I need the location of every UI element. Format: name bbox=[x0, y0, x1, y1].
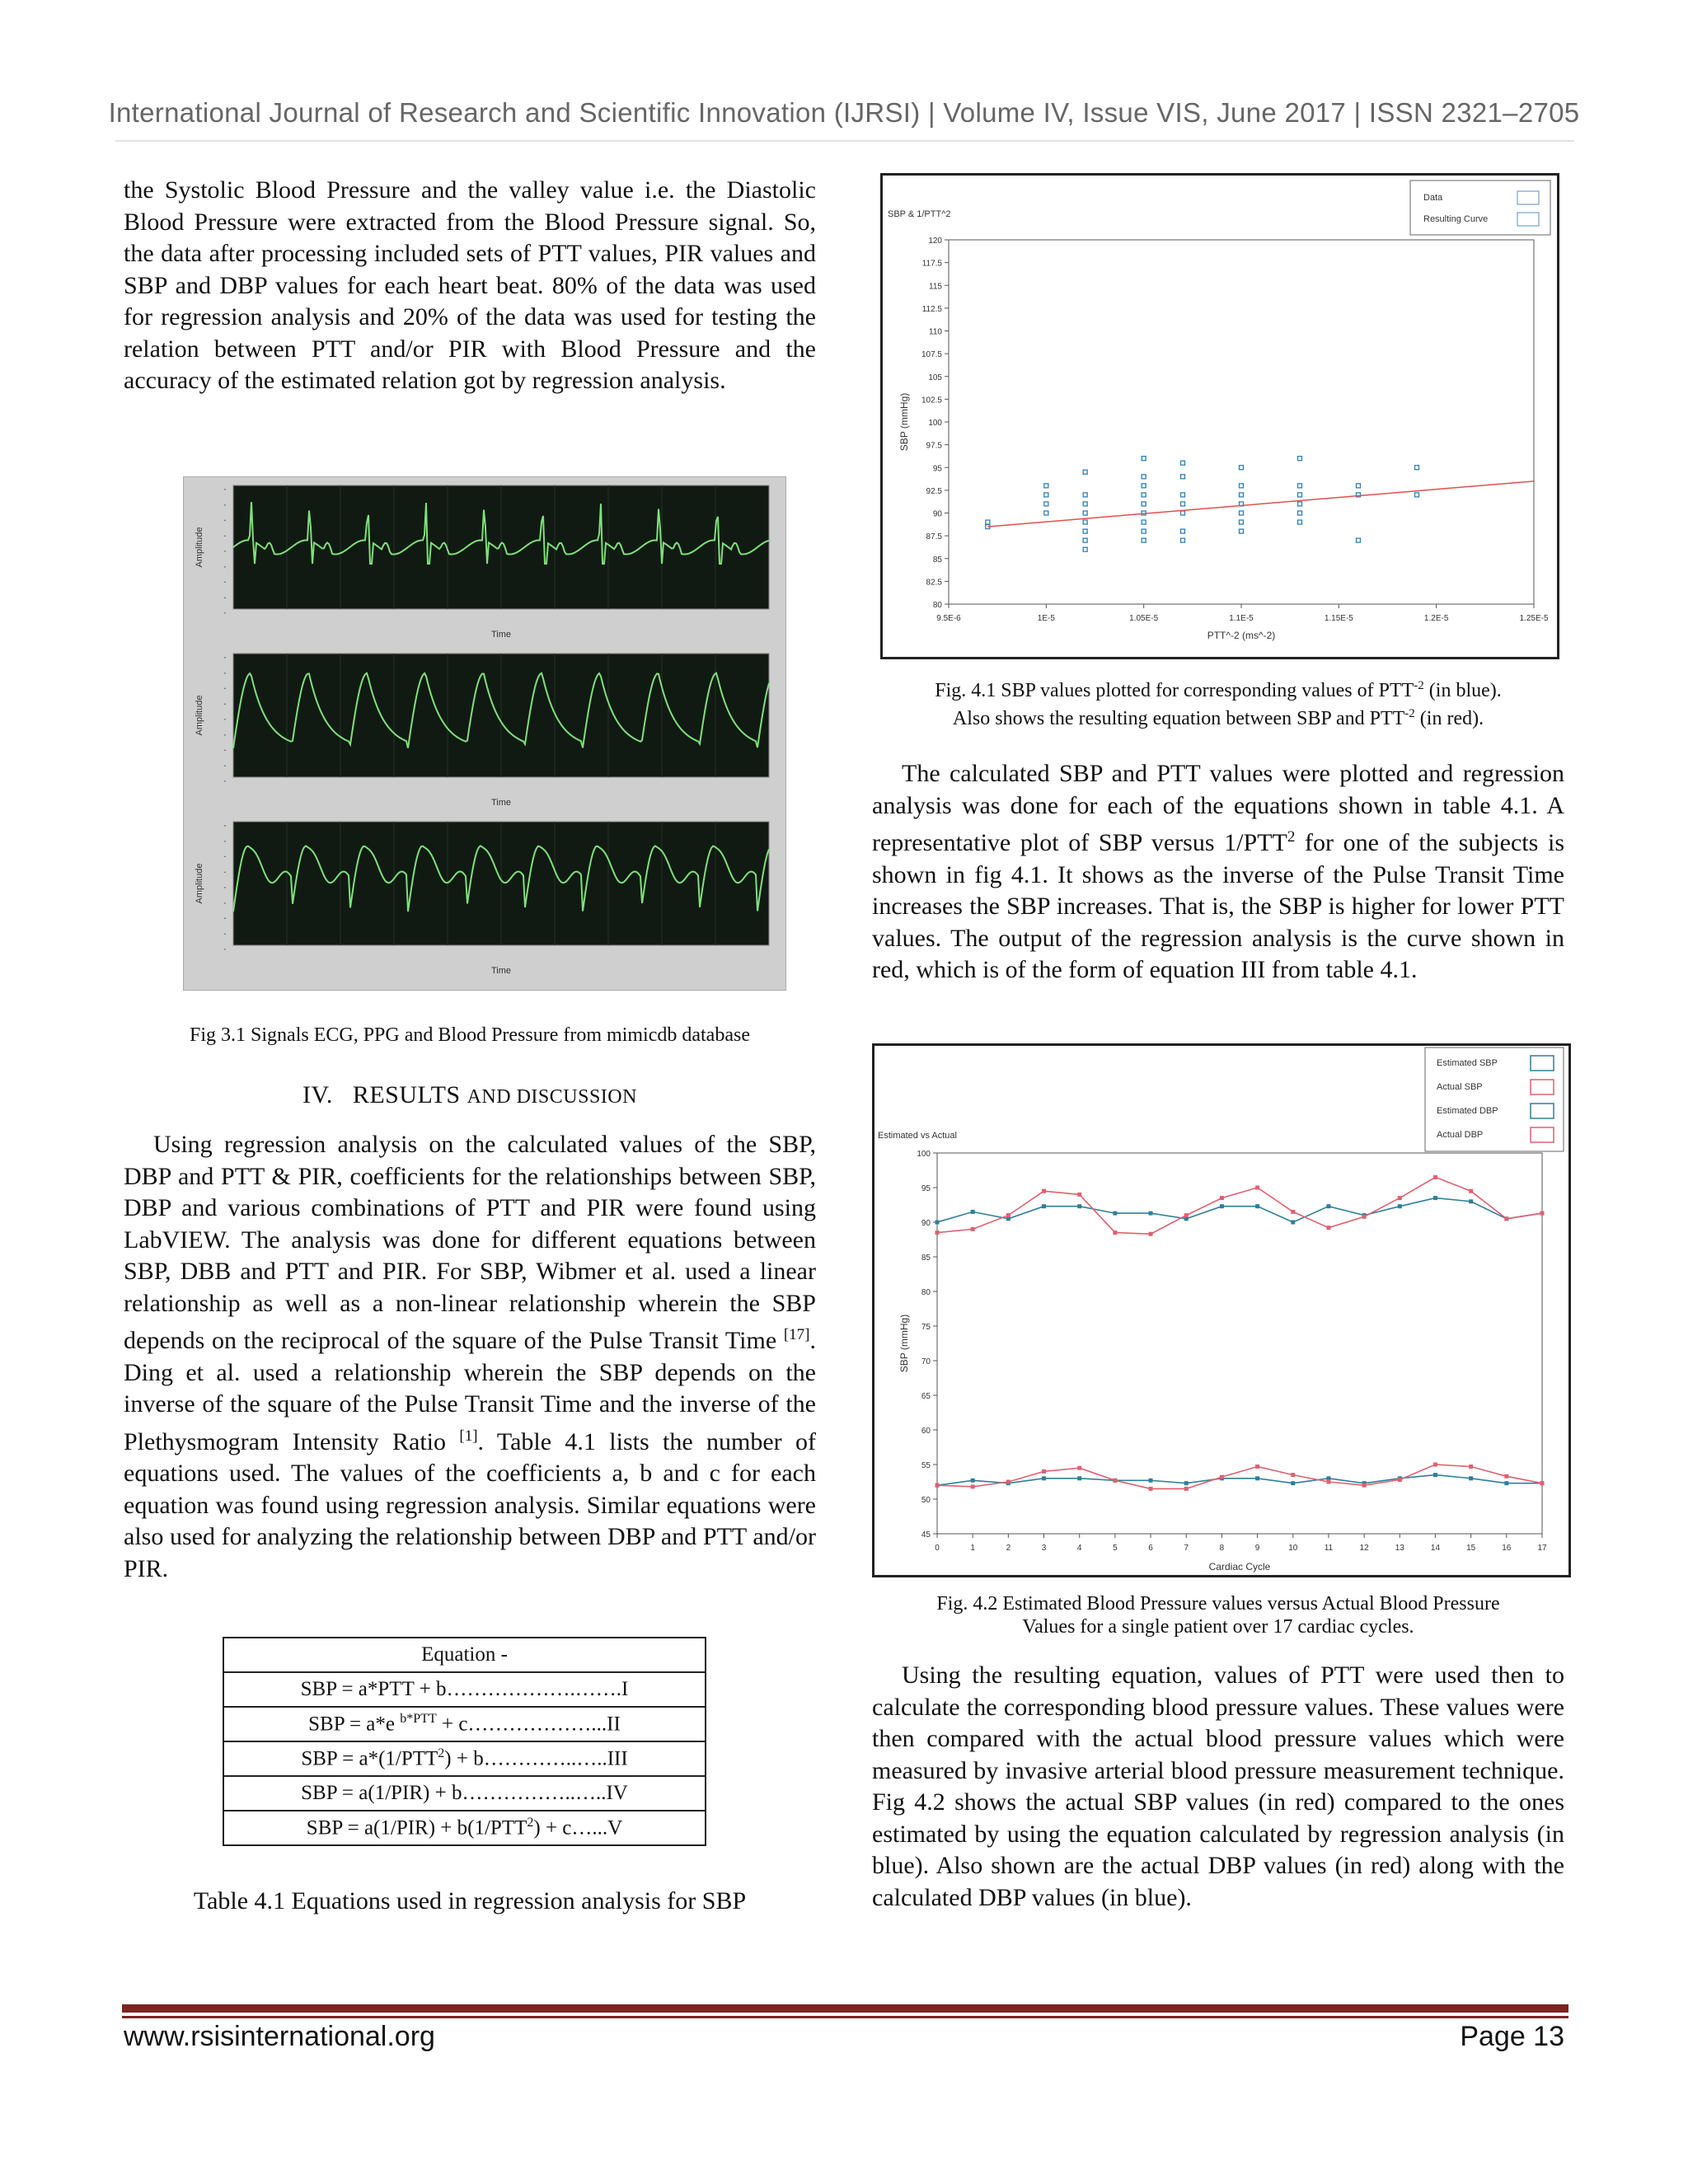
panel-ylabel: Amplitude bbox=[195, 863, 204, 904]
y-tick-label: 100 bbox=[917, 1150, 931, 1159]
x-tick-label: 4 bbox=[1076, 1544, 1082, 1553]
legend-swatch-3 bbox=[1531, 1104, 1554, 1118]
y-tick-label: 70 bbox=[921, 1357, 931, 1366]
panel-ytick: · bbox=[223, 743, 227, 756]
y-tick-label: 75 bbox=[921, 1323, 931, 1332]
x-axis-label: Cardiac Cycle bbox=[1208, 1561, 1271, 1572]
legend-swatch-2 bbox=[1517, 213, 1539, 226]
legend-label-4: Actual DBP bbox=[1437, 1130, 1484, 1140]
series-point bbox=[1042, 1476, 1046, 1480]
x-tick-label: 1.05E-5 bbox=[1129, 614, 1159, 623]
series-point bbox=[1006, 1213, 1010, 1217]
x-tick-label: 1.15E-5 bbox=[1324, 614, 1353, 623]
panel-ytick: · bbox=[223, 697, 227, 710]
series-point bbox=[1184, 1487, 1189, 1491]
series-point bbox=[1291, 1210, 1295, 1214]
series-point bbox=[1398, 1204, 1402, 1208]
series-point bbox=[1042, 1204, 1046, 1208]
x-tick-label: 8 bbox=[1219, 1544, 1225, 1553]
table-row bbox=[223, 1776, 706, 1811]
chart-title: SBP & 1/PTT^2 bbox=[888, 209, 951, 219]
x-tick-label: 1E-5 bbox=[1037, 614, 1055, 623]
x-tick-label: 13 bbox=[1395, 1544, 1404, 1553]
footer-page-number: Page 13 bbox=[1460, 2021, 1564, 2052]
x-tick-label: 7 bbox=[1184, 1544, 1189, 1553]
y-tick-label: 100 bbox=[928, 419, 942, 428]
panel-ytick: · bbox=[223, 591, 227, 603]
x-tick-label: 1.1E-5 bbox=[1229, 614, 1254, 623]
x-tick-label: 11 bbox=[1324, 1544, 1334, 1553]
panel-ytick: · bbox=[223, 850, 227, 862]
legend-swatch-1 bbox=[1531, 1056, 1554, 1071]
y-tick-label: 55 bbox=[921, 1461, 931, 1470]
y-tick-label: 82.5 bbox=[926, 578, 942, 588]
series-point bbox=[1504, 1481, 1508, 1485]
series-point bbox=[1469, 1199, 1473, 1203]
figure-4-1-chart bbox=[883, 176, 1557, 657]
x-tick-label: 14 bbox=[1430, 1544, 1441, 1553]
series-point bbox=[1540, 1212, 1545, 1216]
series-point bbox=[1184, 1213, 1189, 1217]
x-axis-label: PTT^-2 (ms^-2) bbox=[1207, 630, 1276, 641]
y-tick-label: 97.5 bbox=[926, 441, 942, 451]
panel-ytick: · bbox=[223, 943, 227, 954]
legend-label-2: Actual SBP bbox=[1437, 1082, 1483, 1092]
series-point bbox=[1362, 1215, 1367, 1219]
x-tick-label: 5 bbox=[1113, 1544, 1118, 1553]
legend-swatch-2 bbox=[1531, 1080, 1554, 1094]
series-point bbox=[1504, 1474, 1508, 1479]
table-row bbox=[223, 1672, 706, 1707]
series-point bbox=[1077, 1476, 1081, 1480]
series-point bbox=[1433, 1175, 1437, 1179]
paragraph-2-part-a: Using regression analysis on the calculated values of the SBP, DBP and PTT & PIR, coefficients for the relationships between SBP, DBP and various combinations of PTT and PIR were found using LabVIEW. The analysis was done for different equations between SBP, DBB and PTT and PIR. For SBP, Wibmer et al. used a linear relationship as well as a non-linear relationship wherein the SBP depends on the reciprocal of the square of the Pulse Transit Time bbox=[124, 1131, 816, 1354]
section-number: IV. bbox=[302, 1081, 333, 1108]
series-point bbox=[1113, 1230, 1117, 1235]
table-header: Equation - bbox=[223, 1638, 706, 1672]
series-point bbox=[1469, 1476, 1473, 1480]
y-tick-label: 95 bbox=[921, 1184, 931, 1193]
equation-5-part-b: ) + c…...V bbox=[533, 1816, 623, 1840]
series-point bbox=[1220, 1204, 1224, 1208]
figure-3-1 bbox=[183, 476, 786, 991]
x-tick-label: 1.2E-5 bbox=[1423, 614, 1449, 623]
series-point bbox=[1042, 1189, 1046, 1193]
series-point bbox=[1077, 1204, 1081, 1208]
fig41-caption-sup2: -2 bbox=[1404, 707, 1415, 720]
chart-title: Estimated vs Actual bbox=[878, 1131, 957, 1141]
series-point bbox=[1042, 1469, 1046, 1474]
x-tick-label: 17 bbox=[1537, 1544, 1547, 1553]
equation-3-part-a: SBP = a*(1/PTT bbox=[301, 1747, 438, 1770]
section-title-main: RESULTS bbox=[352, 1081, 461, 1108]
panel-ytick: · bbox=[223, 912, 227, 924]
y-tick-label: 117.5 bbox=[921, 259, 942, 269]
series-point bbox=[1149, 1487, 1153, 1491]
section-heading bbox=[124, 1081, 816, 1109]
equation-3-superscript: 2 bbox=[438, 1746, 445, 1761]
series-point bbox=[1255, 1465, 1259, 1469]
figure-3-1-caption: Fig 3.1 Signals ECG, PPG and Blood Pressure from mimicdb database bbox=[190, 1024, 750, 1046]
series-point bbox=[1504, 1216, 1508, 1221]
y-tick-label: 45 bbox=[921, 1530, 931, 1540]
series-point bbox=[1149, 1232, 1153, 1236]
equation-4: SBP = a(1/PIR) + b……………..…..IV bbox=[301, 1782, 628, 1804]
y-tick-label: 85 bbox=[932, 555, 942, 565]
paragraph-3 bbox=[872, 758, 1564, 987]
figure-3-1-plot bbox=[184, 477, 785, 990]
x-tick-label: 0 bbox=[935, 1544, 940, 1553]
series-point bbox=[1220, 1196, 1224, 1200]
series-point bbox=[1291, 1221, 1295, 1225]
series-point bbox=[1149, 1479, 1153, 1483]
panel-xlabel: Time bbox=[490, 630, 512, 640]
x-tick-label: 1 bbox=[970, 1544, 975, 1553]
plot-area bbox=[949, 240, 1534, 604]
series-point bbox=[1291, 1481, 1295, 1485]
section-title-rest: AND DISCUSSION bbox=[467, 1086, 637, 1108]
legend-label-2: Resulting Curve bbox=[1423, 214, 1489, 224]
series-point bbox=[1255, 1476, 1259, 1480]
panel-ytick: · bbox=[223, 713, 227, 724]
panel-ytick: · bbox=[223, 834, 227, 846]
y-tick-label: 80 bbox=[932, 601, 942, 610]
paragraph-1: the Systolic Blood Pressure and the valley value i.e. the Diastolic Blood Pressure were extracted from the Blood Pressure signal. So, the data after processing included sets of PTT values, PIR values and SBP and DBP values for each heart beat. 80% of the data was used for regression analysis and 20% of the data was used for testing the relation between PTT and/or PIR with Blood Pressure and the accuracy of the estimated relation got by regression analysis. bbox=[124, 176, 816, 394]
panel-ytick: · bbox=[223, 896, 227, 908]
panel-ytick: · bbox=[223, 865, 227, 878]
figure-4-2-caption bbox=[872, 1592, 1564, 1638]
footer-url[interactable]: www.rsisinternational.org bbox=[124, 2021, 435, 2052]
series-point bbox=[1433, 1473, 1437, 1477]
legend-swatch-4 bbox=[1531, 1127, 1554, 1142]
series-point bbox=[1113, 1479, 1117, 1483]
y-tick-label: 92.5 bbox=[926, 486, 942, 496]
x-tick-label: 6 bbox=[1148, 1544, 1153, 1553]
equation-5-superscript: 2 bbox=[527, 1816, 534, 1830]
y-tick-label: 105 bbox=[928, 373, 942, 382]
series-point bbox=[971, 1479, 975, 1483]
equation-2-superscript: b*PTT bbox=[400, 1712, 437, 1727]
footer-rule bbox=[122, 2004, 1568, 2013]
panel-ytick: · bbox=[223, 560, 227, 572]
series-point bbox=[971, 1484, 975, 1488]
series-point bbox=[1255, 1204, 1259, 1208]
panel-ytick: · bbox=[223, 651, 227, 663]
equation-1: SBP = a*PTT + b……………….…….I bbox=[300, 1678, 629, 1700]
fig41-caption-sup1: -2 bbox=[1414, 679, 1424, 692]
equation-3-part-b: ) + b…………..…..III bbox=[444, 1747, 628, 1770]
series-point bbox=[971, 1227, 975, 1231]
paragraph-2 bbox=[124, 1129, 816, 1585]
y-axis-label: SBP (mmHg) bbox=[898, 392, 910, 452]
y-tick-label: 80 bbox=[921, 1288, 931, 1297]
panel-ylabel: Amplitude bbox=[195, 527, 204, 568]
x-tick-label: 10 bbox=[1288, 1544, 1298, 1553]
panel-ytick: · bbox=[223, 775, 227, 786]
panel-ytick: · bbox=[223, 575, 227, 588]
figure-4-1 bbox=[880, 173, 1559, 659]
panel-ytick: · bbox=[223, 483, 227, 494]
y-tick-label: 95 bbox=[932, 464, 942, 474]
fig42-caption-line2: Values for a single patient over 17 cardiac cycles. bbox=[1022, 1616, 1414, 1638]
series-point bbox=[1006, 1480, 1010, 1484]
table-row bbox=[223, 1741, 706, 1776]
y-tick-label: 60 bbox=[921, 1427, 931, 1436]
series-point bbox=[1469, 1189, 1473, 1193]
panel-ytick: · bbox=[223, 498, 227, 510]
y-tick-label: 65 bbox=[921, 1392, 931, 1401]
paragraph-2-part-c: . Table 4.1 lists the number of equations used. The values of the coefficients a, b and c for each equation was found using regression analysis. Similar equations were also used for analyzing the relationship between DBP and PTT and/or PIR. bbox=[124, 1427, 816, 1582]
series-point bbox=[1433, 1196, 1437, 1200]
x-tick-label: 1.25E-5 bbox=[1519, 614, 1549, 623]
footer-rule-thin bbox=[122, 2016, 1568, 2018]
series-point bbox=[1433, 1463, 1437, 1467]
figure-4-2 bbox=[872, 1043, 1571, 1577]
x-tick-label: 2 bbox=[1006, 1544, 1011, 1553]
series-point bbox=[1255, 1186, 1259, 1190]
series-point bbox=[1398, 1478, 1402, 1482]
paragraph-4: Using the resulting equation, values of PTT were used then to calculate the corresponding blood pressure values. These values were then compared with the actual blood pressure values which were measured by invasive arterial blood pressure measurement technique. Fig 4.2 shows the actual SBP values (in red) compared to the ones estimated by using the equation calculated by regression analysis (in blue). Also shown are the actual DBP values (in red) along with the calculated DBP values (in blue). bbox=[872, 1661, 1564, 1911]
series-point bbox=[1469, 1465, 1473, 1469]
series-point bbox=[1149, 1212, 1153, 1216]
legend-box bbox=[1410, 180, 1550, 235]
paragraph-3-part-a: The calculated SBP and PTT values were plotted and regression analysis was done for each of the equations shown in table 4.1. A representative plot of SBP versus 1/PTT bbox=[872, 760, 1564, 856]
equation-table bbox=[223, 1637, 706, 1846]
series-point bbox=[1540, 1481, 1545, 1485]
equation-2-part-b: + c………………...II bbox=[436, 1713, 621, 1736]
panel-xlabel: Time bbox=[490, 798, 512, 808]
panel-ytick: · bbox=[223, 666, 227, 678]
y-axis-label: SBP (mmHg) bbox=[898, 1314, 910, 1373]
series-point bbox=[1326, 1480, 1330, 1484]
panel-ytick: · bbox=[223, 819, 227, 831]
panel-ytick: · bbox=[223, 927, 227, 940]
y-tick-label: 85 bbox=[921, 1254, 931, 1263]
table-caption: Table 4.1 Equations used in regression analysis for SBP bbox=[193, 1887, 747, 1915]
x-tick-label: 9 bbox=[1254, 1544, 1260, 1553]
y-tick-label: 87.5 bbox=[926, 532, 942, 542]
y-tick-label: 107.5 bbox=[921, 350, 942, 360]
legend-label-1: Estimated SBP bbox=[1437, 1058, 1498, 1068]
series-point bbox=[1326, 1204, 1330, 1208]
x-tick-label: 9.5E-6 bbox=[936, 614, 961, 623]
panel-ytick: · bbox=[223, 545, 227, 556]
x-tick-label: 3 bbox=[1041, 1544, 1047, 1553]
series-point bbox=[935, 1230, 940, 1235]
figure-4-2-chart bbox=[874, 1046, 1568, 1575]
y-tick-label: 50 bbox=[921, 1496, 931, 1505]
series-point bbox=[1291, 1473, 1295, 1477]
fig41-caption-a: Fig. 4.1 SBP values plotted for corresponding values of PTT bbox=[935, 680, 1414, 701]
panel-ytick: · bbox=[223, 513, 227, 526]
series-point bbox=[1113, 1212, 1117, 1216]
panel-ytick: · bbox=[223, 759, 227, 771]
equation-2-part-a: SBP = a*e bbox=[308, 1713, 401, 1736]
figure-4-1-caption bbox=[872, 674, 1564, 730]
reference-1: [1] bbox=[459, 1427, 478, 1445]
panel-xlabel: Time bbox=[490, 966, 512, 976]
panel-ytick: · bbox=[223, 529, 227, 541]
series-point bbox=[971, 1210, 975, 1214]
y-tick-label: 112.5 bbox=[921, 304, 942, 314]
panel-ylabel: Amplitude bbox=[195, 695, 204, 736]
panel-ytick: · bbox=[223, 607, 227, 618]
series-point bbox=[1398, 1196, 1402, 1200]
fig41-caption-b: (in blue). bbox=[1423, 680, 1502, 701]
x-tick-label: 12 bbox=[1359, 1544, 1369, 1553]
paragraph-3-part-b: for one of the subjects is shown in fig 4.1. It shows as the inverse of the Pulse Transit Time increases the SBP increases. That is, the SBP is higher for lower PTT values. The output of the regression analysis is the curve shown in red, which is of the form of equation III from table 4.1. bbox=[872, 829, 1564, 983]
y-tick-label: 110 bbox=[929, 327, 942, 337]
panel-ytick: · bbox=[223, 881, 227, 893]
table-row bbox=[223, 1707, 706, 1741]
reference-17: [17] bbox=[783, 1326, 810, 1343]
journal-header: International Journal of Research and Scientific Innovation (IJRSI) | Volume IV, Issue VIS, June 2017 | ISSN 2321–2705 bbox=[108, 97, 1580, 128]
header-divider bbox=[115, 140, 1574, 142]
equation-5-part-a: SBP = a(1/PIR) + b(1/PTT bbox=[306, 1816, 528, 1840]
x-tick-label: 16 bbox=[1502, 1544, 1512, 1553]
y-tick-label: 120 bbox=[928, 237, 942, 246]
legend-label-3: Estimated DBP bbox=[1437, 1106, 1498, 1116]
series-point bbox=[1077, 1193, 1081, 1197]
series-point bbox=[935, 1483, 940, 1488]
y-tick-label: 102.5 bbox=[921, 396, 942, 405]
y-tick-label: 90 bbox=[921, 1219, 931, 1228]
panel-ytick: · bbox=[223, 728, 227, 740]
series-point bbox=[935, 1221, 940, 1225]
paragraph-2-part-b: . Ding et al. used a relationship wherein the SBP depends on the inverse of the square of the Pulse Transit Time and the inverse of the Plethysmogram Intensity Ratio bbox=[124, 1327, 816, 1455]
table-row bbox=[223, 1811, 706, 1845]
fig42-caption-line1: Fig. 4.2 Estimated Blood Pressure values versus Actual Blood Pressure bbox=[936, 1593, 1500, 1615]
series-point bbox=[1077, 1466, 1081, 1470]
legend-label-1: Data bbox=[1423, 193, 1443, 203]
x-tick-label: 15 bbox=[1466, 1544, 1476, 1553]
fig41-caption-c: Also shows the resulting equation between SBP and PTT bbox=[952, 708, 1405, 729]
panel-ytick: · bbox=[223, 682, 227, 694]
y-tick-label: 90 bbox=[932, 509, 942, 519]
paragraph-3-superscript: 2 bbox=[1287, 828, 1296, 846]
legend-swatch-1 bbox=[1517, 191, 1539, 204]
series-point bbox=[1220, 1475, 1224, 1479]
y-tick-label: 115 bbox=[929, 282, 942, 292]
series-point bbox=[1184, 1481, 1189, 1485]
series-point bbox=[1326, 1226, 1330, 1230]
fig41-caption-d: (in red). bbox=[1414, 708, 1484, 729]
series-point bbox=[1362, 1483, 1367, 1488]
